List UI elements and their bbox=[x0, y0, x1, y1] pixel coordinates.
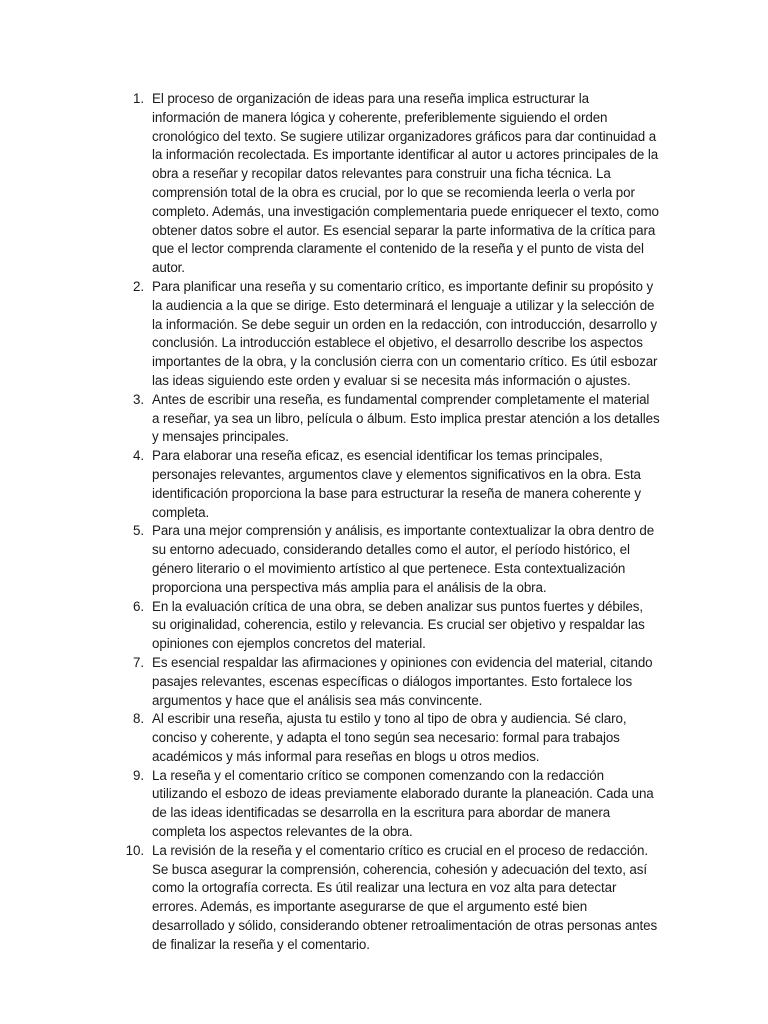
item-number: 9. bbox=[133, 767, 144, 783]
item-number: 5. bbox=[133, 523, 144, 539]
numbered-list bbox=[110, 90, 660, 955]
item-number: 1. bbox=[133, 91, 144, 106]
list-item bbox=[110, 767, 660, 842]
list-item bbox=[110, 522, 660, 597]
item-text: Para una mejor comprensión y análisis, es importante contextualizar la obra dentro de su entorno adecuado, considerando detalles como el autor, el período histórico, el género literario o el movimiento artístico al que pertenece. Esta contextualización proporciona una perspectiva más amplia para el análisis de la obra. bbox=[152, 523, 655, 595]
item-number: 2. bbox=[133, 278, 144, 294]
item-text: En la evaluación crítica de una obra, se deben analizar sus puntos fuertes y débiles, su originalidad, coherencia, estilo y relevancia. Es crucial ser objetivo y respaldar las opiniones con ejemplos concretos del material. bbox=[152, 598, 645, 652]
item-number: 3. bbox=[133, 391, 144, 407]
list-item bbox=[110, 598, 660, 654]
list-item bbox=[110, 654, 660, 710]
item-text: Al escribir una reseña, ajusta tu estilo y tono al tipo de obra y audiencia. Sé claro, conciso y coherente, y adapta el tono según sea necesario: formal para trabajos académicos y más informal para reseñas en blogs u otros medios. bbox=[152, 711, 627, 764]
item-text: La revisión de la reseña y el comentario crítico es crucial en el proceso de redacción. Se busca asegurar la comprensión, coherencia, cohesión y adecuación del texto, así como la ortografía correcta. Es útil realizar una lectura en voz alta para detectar errores. Además, es importante asegurarse de que el argumento esté bien desarrollado y sólido, considerando obtener retroalimentación de otras personas antes de finalizar la reseña y el comentario. bbox=[152, 842, 658, 952]
list-item bbox=[110, 842, 660, 955]
item-text: Para elaborar una reseña eficaz, es esencial identificar los temas principales, personajes relevantes, argumentos clave y elementos significativos en la obra. Esta identificación proporciona la base para estructurar la reseña de manera coherente y completa. bbox=[152, 448, 641, 520]
list-item bbox=[110, 90, 660, 278]
item-number: 10. bbox=[125, 842, 144, 858]
item-number: 6. bbox=[133, 598, 144, 614]
list-item bbox=[110, 391, 660, 447]
item-text: Es esencial respaldar las afirmaciones y opiniones con evidencia del material, citando pasajes relevantes, escenas específicas o diálogos importantes. Esto fortalece los argumentos y hace que el análisis sea más convincente. bbox=[152, 654, 653, 708]
item-number: 7. bbox=[133, 654, 144, 670]
list-item bbox=[110, 447, 660, 522]
item-number: 8. bbox=[133, 711, 144, 727]
item-text: La reseña y el comentario crítico se componen comenzando con la redacción utilizando el esbozo de ideas previamente elaborado durante la planeación. Cada una de las ideas identificadas se desarrolla en la escritura para abordar de manera completa los aspectos relevantes de la obra. bbox=[152, 767, 654, 840]
item-text: El proceso de organización de ideas para una reseña implica estructurar la información de manera lógica y coherente, preferiblemente siguiendo el orden cronológico del texto. Se sugiere utilizar organizadores gráficos para dar continuidad a la información recolectada. Es importante identificar al autor u actores principales de la obra a reseñar y recopilar datos relevantes para construir una ficha técnica. La comprensión total de la obra es crucial, por lo que se recomienda leerla o verla por completo. Además, una investigación complementaria puede enriquecer el texto, como obtener datos sobre el autor. Es esencial separar la parte informativa de la crítica para que el lector comprenda claramente el contenido de la reseña y el punto de vista del autor. bbox=[152, 91, 659, 276]
list-item bbox=[110, 710, 660, 766]
item-number: 4. bbox=[133, 448, 144, 464]
item-text: Antes de escribir una reseña, es fundamental comprender completamente el material a reseñar, ya sea un libro, película o álbum. Esto implica prestar atención a los detalles y mensajes principales. bbox=[152, 391, 660, 445]
list-item bbox=[110, 278, 660, 391]
item-text: Para planificar una reseña y su comentario crítico, es importante definir su propósito y la audiencia a la que se dirige. Esto determinará el lenguaje a utilizar y la selección de la información. Se debe seguir un orden en la redacción, con introducción, desarrollo y conclusión. La introducción establece el objetivo, el desarrollo describe los aspectos importantes de la obra, y la conclusión cierra con un comentario crítico. Es útil esbozar las ideas siguiendo este orden y evaluar si se necesita más información o ajustes. bbox=[152, 278, 658, 388]
